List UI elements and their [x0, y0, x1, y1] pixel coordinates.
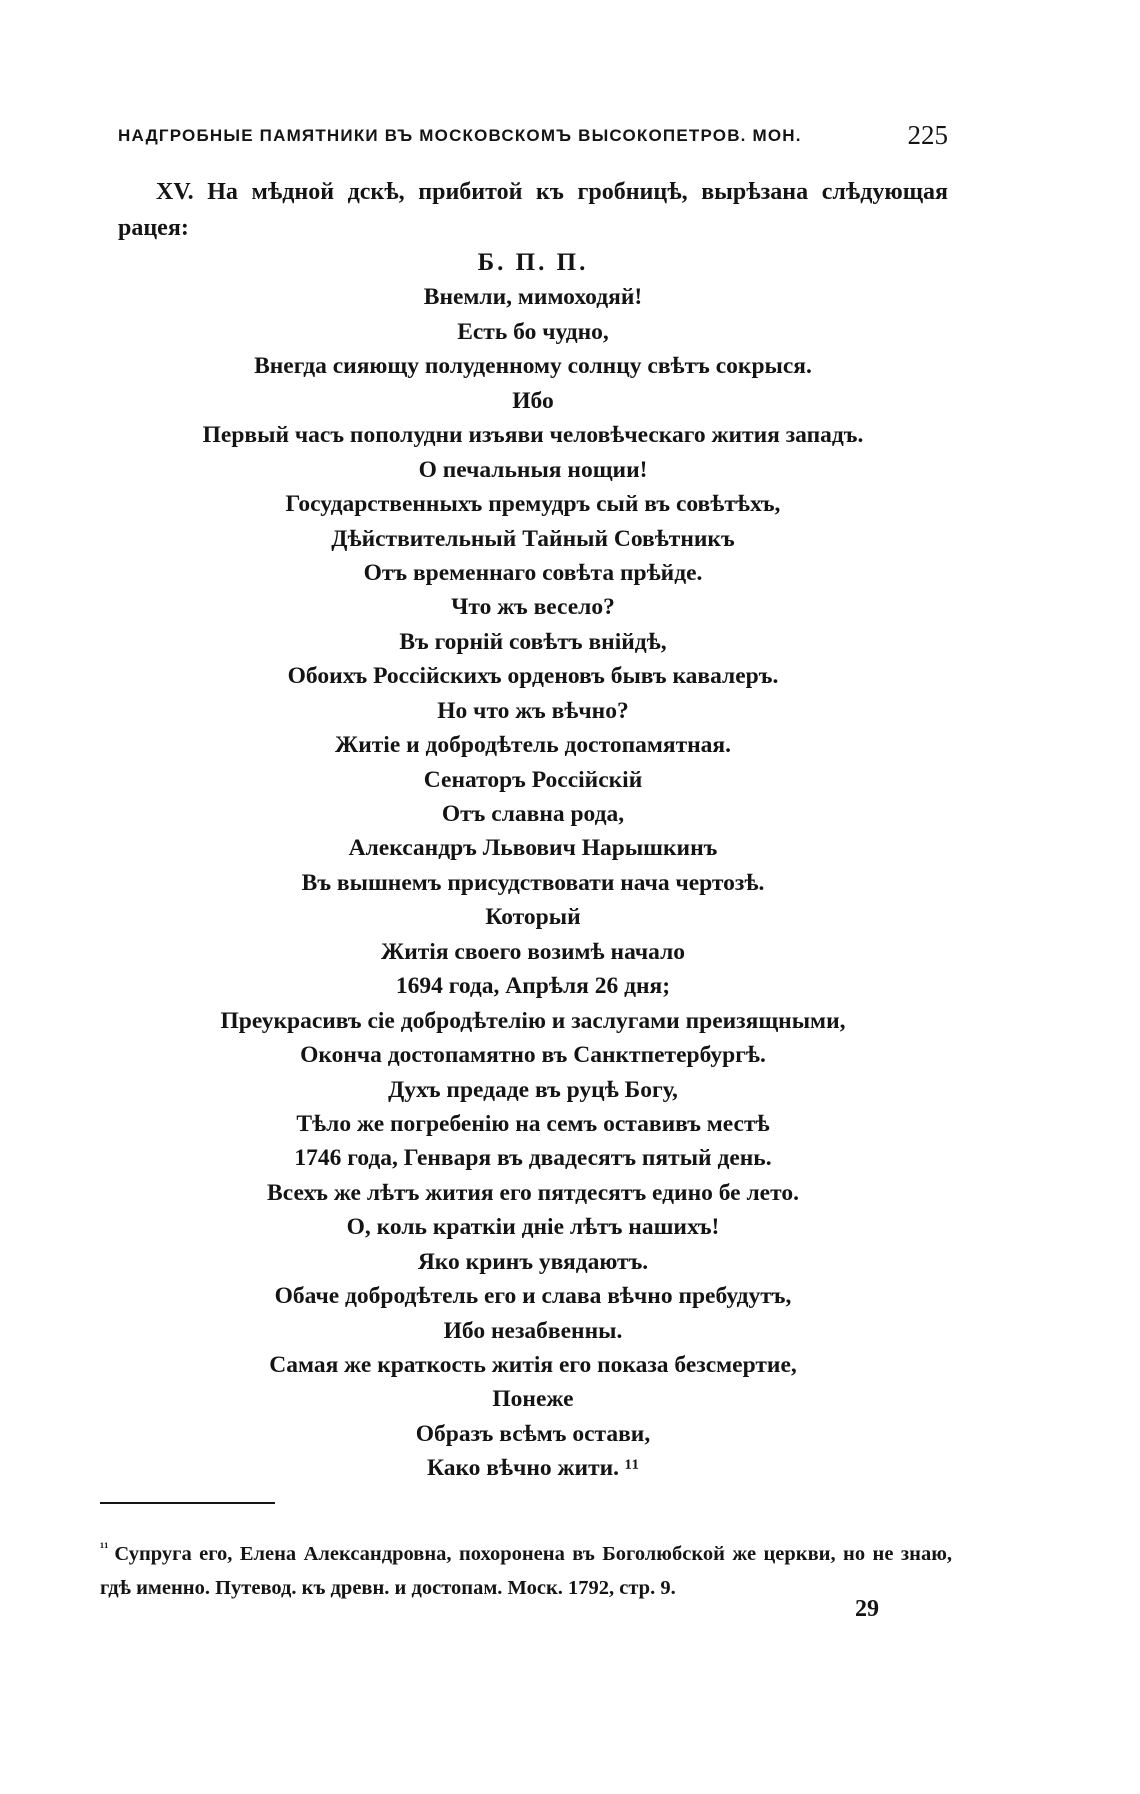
footnote-text: Супруга его, Елена Александровна, похоронена въ Боголюбской же церкви, но не знаю, гдѣ именно. Путевод. къ древн. и достопам. Моск. 1792, стр. 9.: [100, 1542, 952, 1599]
epitaph-heading: Б. П. П.: [477, 249, 589, 276]
epitaph-line: Понеже: [492, 1386, 574, 1413]
running-title: НАДГРОБНЫЕ ПАМЯТНИКИ ВЪ МОСКОВСКОМЪ ВЫСОКОПЕТРОВ. МОН.: [118, 126, 802, 145]
running-head: [118, 118, 948, 154]
epitaph-line: Есть бо чудно,: [457, 318, 609, 345]
epitaph-line: Тѣло же погребенію на семъ оставивъ местѣ: [296, 1110, 770, 1137]
footnote-divider: [100, 1502, 275, 1504]
epitaph-line: Который: [485, 904, 581, 931]
printer-signature-mark: 29: [855, 1596, 879, 1622]
footnote-marker: ¹¹: [100, 1541, 109, 1556]
epitaph-line: Сенаторъ Россійскій: [423, 766, 643, 793]
footnote: [100, 1532, 952, 1605]
epitaph-verse: [118, 246, 948, 1486]
epitaph-line: Обаче добродѣтель его и слава вѣчно пребудутъ,: [274, 1283, 792, 1310]
epitaph-line: Житіе и добродѣтель достопамятная.: [334, 732, 732, 759]
epitaph-line: Ибо: [512, 387, 554, 414]
epitaph-line: Ибо незабвенны.: [443, 1317, 623, 1344]
epitaph-line: Въ вышнемъ присудствовати нача чертозѣ.: [301, 869, 765, 896]
page-number: 225: [907, 120, 948, 150]
epitaph-line: Яко кринъ увядаютъ.: [417, 1248, 649, 1275]
epitaph-line: 1746 года, Генваря въ двадесятъ пятый день.: [294, 1145, 772, 1172]
epitaph-line: Что жъ весело?: [451, 594, 615, 621]
epitaph-line: Како вѣчно жити. ¹¹: [426, 1455, 640, 1482]
epitaph-line: Внемли, мимоходяй!: [423, 284, 643, 311]
epitaph-line: О, коль краткіи дніе лѣтъ нашихъ!: [346, 1214, 720, 1241]
epitaph-line: О печальныя нощии!: [418, 456, 648, 483]
epitaph-line: Первый часъ пополудни изъяви человѣческаго жития западъ.: [202, 422, 864, 449]
epitaph-line: Духъ предаде въ руцѣ Богу,: [388, 1076, 678, 1103]
epitaph-line: Отъ временнаго совѣта прѣйде.: [363, 559, 703, 586]
epitaph-line: Образъ всѣмъ остави,: [415, 1420, 651, 1447]
epitaph-line: Самая же краткость житія его показа безсмертие,: [269, 1352, 797, 1378]
epitaph-line: Преукрасивъ сіе добродѣтелію и заслугами преизящными,: [220, 1007, 846, 1034]
epitaph-line: Окончa достопамятно въ Санктпетербургѣ.: [300, 1042, 766, 1069]
epitaph-line: Внегда сияющу полуденному солнцу свѣтъ сокрыся.: [254, 353, 812, 380]
epitaph-line: Отъ славна рода,: [441, 801, 625, 827]
epitaph-line: Александръ Львович Нарышкинъ: [348, 835, 718, 862]
epitaph-line: Житія своего возимѣ начало: [380, 938, 686, 965]
intro-paragraph: XV. На мѣдной дскѣ, прибитой къ гробницѣ, вырѣзана слѣдующая рацея:: [118, 179, 948, 241]
epitaph-line: 1694 года, Aпрѣля 26 дня;: [395, 973, 671, 1000]
epitaph-line: Всехъ же лѣтъ жития его пятдесятъ едино бе лето.: [267, 1179, 799, 1206]
epitaph-line: Обоихъ Россійскихъ орденовъ бывъ кавалеръ.: [287, 663, 779, 690]
epitaph-line: Государственныхъ премудръ сый въ совѣтѣхъ,: [285, 491, 781, 518]
epitaph-line: Въ горній совѣтъ внійдѣ,: [399, 628, 667, 655]
epitaph-line: Дѣйствительный Тайный Совѣтникъ: [331, 525, 735, 552]
epitaph-line: Но что жъ вѣчно?: [437, 697, 629, 724]
